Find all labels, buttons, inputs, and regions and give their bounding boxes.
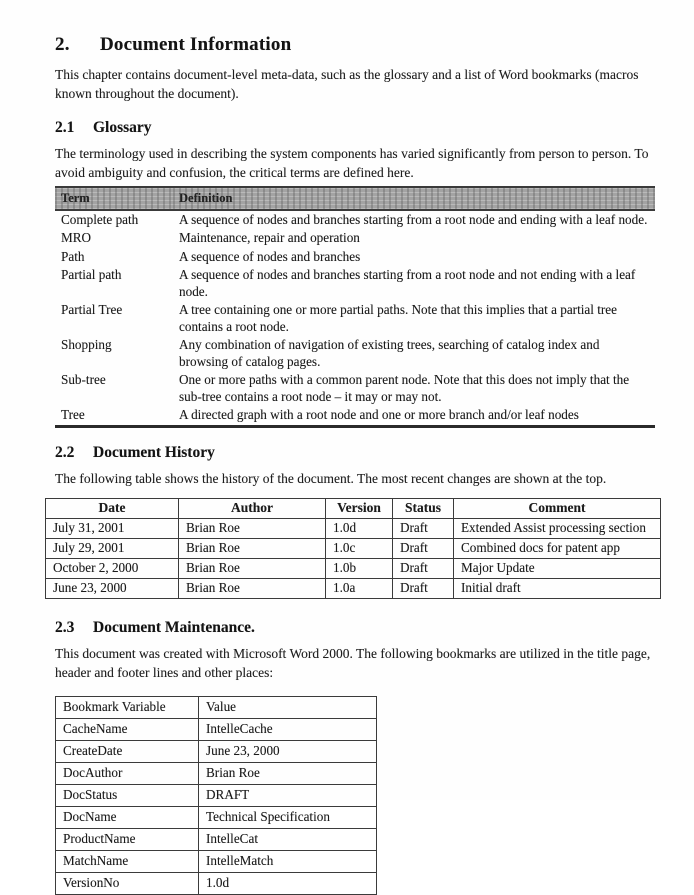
table-row bbox=[56, 806, 377, 828]
table-row bbox=[56, 718, 377, 740]
section-title: Document History bbox=[93, 443, 215, 461]
table-row bbox=[56, 850, 377, 872]
glossary-term: MRO bbox=[61, 230, 92, 245]
bookmark-variable: ProductName bbox=[56, 828, 199, 850]
bookmark-variable: DocStatus bbox=[56, 784, 199, 806]
bookmark-value: IntelleCat bbox=[199, 828, 377, 850]
bookmark-table bbox=[55, 696, 377, 895]
bookmark-value: DRAFT bbox=[199, 784, 377, 806]
bookmark-header-value: Value bbox=[199, 696, 377, 718]
glossary-definition: One or more paths with a common parent node. Note that this does not imply that the sub-tree contains a root node – it may or may not. bbox=[179, 372, 630, 404]
bookmark-variable: MatchName bbox=[56, 850, 199, 872]
glossary-header-definition: Definition bbox=[173, 187, 655, 210]
bookmark-value: Brian Roe bbox=[199, 762, 377, 784]
history-comment: Major Update bbox=[454, 558, 661, 578]
history-date: July 29, 2001 bbox=[46, 538, 179, 558]
history-header-status: Status bbox=[393, 498, 454, 518]
section-title: Document Maintenance. bbox=[93, 618, 255, 636]
section-heading-glossary bbox=[55, 119, 658, 137]
glossary-term: Partial Tree bbox=[61, 302, 123, 317]
glossary-intro-paragraph: The terminology used in describing the system components has varied significantly from person to person. To avoid ambiguity and confusion, the critical terms are defined here. bbox=[55, 146, 649, 180]
bookmark-variable: DocAuthor bbox=[56, 762, 199, 784]
glossary-definition: A sequence of nodes and branches bbox=[179, 248, 361, 264]
history-status: Draft bbox=[393, 538, 454, 558]
glossary-definition: A sequence of nodes and branches starting from a root node and ending with a leaf node. bbox=[179, 211, 648, 227]
bookmark-value: Technical Specification bbox=[199, 806, 377, 828]
table-row bbox=[55, 371, 655, 406]
table-row bbox=[46, 558, 661, 578]
table-row bbox=[55, 266, 655, 301]
glossary-term: Path bbox=[61, 248, 85, 264]
table-row bbox=[55, 336, 655, 371]
glossary-term: Shopping bbox=[61, 337, 112, 352]
table-row bbox=[46, 538, 661, 558]
history-date: July 31, 2001 bbox=[46, 518, 179, 538]
history-header-version: Version bbox=[326, 498, 393, 518]
bookmark-header-row bbox=[56, 696, 377, 718]
glossary-definition: A directed graph with a root node and one or more branch and/or leaf nodes bbox=[179, 407, 579, 422]
table-row bbox=[55, 248, 655, 267]
section-heading-document-information bbox=[55, 34, 658, 56]
glossary-header-row bbox=[55, 187, 655, 210]
bookmark-value: IntelleCache bbox=[199, 718, 377, 740]
history-header-row bbox=[46, 498, 661, 518]
section-title: Document Information bbox=[100, 34, 292, 55]
table-row bbox=[55, 210, 655, 230]
bookmark-value: June 23, 2000 bbox=[199, 740, 377, 762]
table-row bbox=[56, 740, 377, 762]
history-author: Brian Roe bbox=[179, 538, 326, 558]
section-heading-document-history bbox=[55, 444, 658, 462]
glossary-definition: A tree containing one or more partial paths. Note that this implies that a partial tree contains a root node. bbox=[179, 302, 617, 334]
history-author: Brian Roe bbox=[179, 578, 326, 598]
history-version: 1.0a bbox=[326, 578, 393, 598]
history-comment: Extended Assist processing section bbox=[454, 518, 661, 538]
glossary-definition: Any combination of navigation of existing trees, searching of catalog index and browsing of catalog pages. bbox=[179, 337, 600, 369]
table-row bbox=[56, 828, 377, 850]
table-row bbox=[46, 578, 661, 598]
history-header-comment: Comment bbox=[454, 498, 661, 518]
document-history-table bbox=[45, 498, 661, 599]
bookmark-header-variable: Bookmark Variable bbox=[56, 696, 199, 718]
table-row bbox=[56, 872, 377, 894]
table-row bbox=[46, 518, 661, 538]
section-heading-document-maintenance bbox=[55, 619, 658, 637]
bookmark-value: IntelleMatch bbox=[199, 850, 377, 872]
history-header-author: Author bbox=[179, 498, 326, 518]
section-number: 2.2 bbox=[55, 443, 75, 461]
history-author: Brian Roe bbox=[179, 518, 326, 538]
glossary-term: Complete path bbox=[61, 211, 139, 227]
history-version: 1.0c bbox=[326, 538, 393, 558]
history-version: 1.0b bbox=[326, 558, 393, 578]
glossary-term: Partial path bbox=[61, 267, 122, 282]
table-row bbox=[56, 762, 377, 784]
history-status: Draft bbox=[393, 578, 454, 598]
section-number: 2.1 bbox=[55, 119, 75, 136]
glossary-term: Sub-tree bbox=[61, 372, 106, 387]
glossary-term: Tree bbox=[61, 407, 85, 422]
glossary-definition: Maintenance, repair and operation bbox=[179, 230, 360, 245]
history-comment: Combined docs for patent app bbox=[454, 538, 661, 558]
history-intro-paragraph: The following table shows the history of the document. The most recent changes are shown at the top. bbox=[55, 470, 607, 486]
table-row bbox=[55, 301, 655, 336]
history-date: June 23, 2000 bbox=[46, 578, 179, 598]
table-row bbox=[55, 229, 655, 248]
table-row bbox=[56, 784, 377, 806]
glossary-header-term: Term bbox=[55, 187, 173, 210]
glossary-definition: A sequence of nodes and branches starting from a root node and not ending with a leaf node. bbox=[179, 267, 636, 299]
section-number: 2. bbox=[55, 34, 70, 55]
history-status: Draft bbox=[393, 518, 454, 538]
maintenance-intro-paragraph: This document was created with Microsoft Word 2000. The following bookmarks are utilized in the title page, header and footer lines and other places: bbox=[55, 645, 651, 680]
table-row bbox=[55, 406, 655, 426]
bookmark-variable: CreateDate bbox=[56, 740, 199, 762]
history-version: 1.0d bbox=[326, 518, 393, 538]
history-date: October 2, 2000 bbox=[46, 558, 179, 578]
glossary-table bbox=[55, 186, 655, 428]
bookmark-variable: VersionNo bbox=[56, 872, 199, 894]
bookmark-variable: CacheName bbox=[56, 718, 199, 740]
history-status: Draft bbox=[393, 558, 454, 578]
history-author: Brian Roe bbox=[179, 558, 326, 578]
bookmark-variable: DocName bbox=[56, 806, 199, 828]
section-number: 2.3 bbox=[55, 618, 75, 636]
section-title: Glossary bbox=[93, 119, 152, 136]
history-comment: Initial draft bbox=[454, 578, 661, 598]
bookmark-value: 1.0d bbox=[199, 872, 377, 894]
history-header-date: Date bbox=[46, 498, 179, 518]
document-information-paragraph: This chapter contains document-level meta-data, such as the glossary and a list of Word bookmarks (macros known throughout the document). bbox=[55, 67, 639, 101]
